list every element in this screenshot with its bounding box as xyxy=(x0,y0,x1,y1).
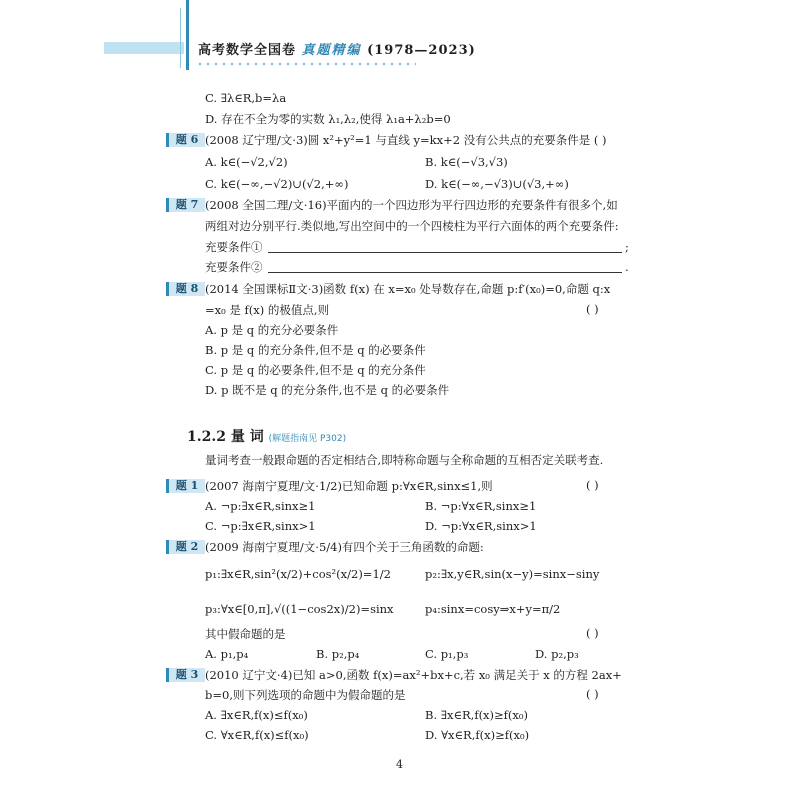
q7-condition-2: 充要条件② xyxy=(205,260,263,274)
question-tag-7: 题 7 xyxy=(166,198,205,212)
s2-prop-p4: p₄:sinx=cosy⇒x+y=π/2 xyxy=(425,602,561,616)
header-rule xyxy=(186,0,189,70)
q7-condition-1: 充要条件① xyxy=(205,240,263,254)
header-rule-light xyxy=(180,8,181,68)
s3-line-2: b=0,则下列选项的命题中为假命题的是 xyxy=(205,688,406,702)
s1-option-c: C. ¬p:∃x∈R,sinx>1 xyxy=(205,519,316,533)
section-intro: 量词考查一般跟命题的否定相结合,即特称命题与全称命题的互相否定关联考查. xyxy=(205,453,604,467)
q8-option-c: C. p 是 q 的必要条件,但不是 q 的充分条件 xyxy=(205,363,426,377)
s2-option-d: D. p₂,p₃ xyxy=(535,647,579,661)
s2-prop-p3: p₃:∀x∈[0,π],√((1−cos2x)/2)=sinx xyxy=(205,602,394,616)
q8-option-d: D. p 既不是 q 的充分条件,也不是 q 的必要条件 xyxy=(205,383,450,397)
s3-answer-paren: ( ) xyxy=(586,687,599,701)
section-title-text: 1.2.2 量 词 xyxy=(187,429,264,445)
section-title xyxy=(187,426,346,446)
s2-option-b: B. p₂,p₄ xyxy=(316,647,360,661)
question-tag-s2: 题 2 xyxy=(166,540,205,554)
q7-condition-1-end: ; xyxy=(625,240,629,254)
s2-prop-p2: p₂:∃x,y∈R,sin(x−y)=sinx−siny xyxy=(425,567,600,581)
s1-answer-paren: ( ) xyxy=(586,478,599,492)
section-ref-link[interactable]: (解题指南见 P302) xyxy=(268,434,347,444)
q7-line-1: (2008 全国二理/文·16)平面内的一个四边形为平行四边形的充要条件有很多个,如 xyxy=(205,198,618,212)
header-dots xyxy=(196,62,416,66)
s2-option-c: C. p₁,p₃ xyxy=(425,647,469,661)
s1-option-a: A. ¬p:∃x∈R,sinx≥1 xyxy=(205,499,316,513)
q8-line-1: (2014 全国课标Ⅱ文·3)函数 f(x) 在 x=x₀ 处导数存在,命题 p:f′(x₀)=0,命题 q:x xyxy=(205,282,611,296)
s2-prop-p1: p₁:∃x∈R,sin²(x/2)+cos²(x/2)=1/2 xyxy=(205,567,391,581)
s3-option-b: B. ∃x∈R,f(x)≥f(x₀) xyxy=(425,708,528,722)
q6-option-c: C. k∈(−∞,−√2)∪(√2,+∞) xyxy=(205,177,349,191)
q6-option-a: A. k∈(−√2,√2) xyxy=(205,155,288,169)
q8-line-2: =x₀ 是 f(x) 的极值点,则 xyxy=(205,303,330,317)
header-band xyxy=(104,42,184,54)
book-title-emph: 真题精编 xyxy=(301,43,362,58)
page-number: 4 xyxy=(396,758,403,771)
prev-option-d: D. 存在不全为零的实数 λ₁,λ₂,使得 λ₁a+λ₂b=0 xyxy=(205,112,451,126)
q6-option-d: D. k∈(−∞,−√3)∪(√3,+∞) xyxy=(425,177,569,191)
q8-option-a: A. p 是 q 的充分必要条件 xyxy=(205,323,339,337)
s1-stem: (2007 海南宁夏理/文·1/2)已知命题 p:∀x∈R,sinx≤1,则 xyxy=(205,479,493,493)
s3-option-d: D. ∀x∈R,f(x)≥f(x₀) xyxy=(425,728,530,742)
q8-option-b: B. p 是 q 的充分条件,但不是 q 的必要条件 xyxy=(205,343,426,357)
s2-ask: 其中假命题的是 xyxy=(205,627,286,641)
s2-answer-paren: ( ) xyxy=(586,626,599,640)
book-title xyxy=(198,39,476,58)
s3-option-c: C. ∀x∈R,f(x)≤f(x₀) xyxy=(205,728,309,742)
q8-answer-paren: ( ) xyxy=(586,302,599,316)
s2-option-a: A. p₁,p₄ xyxy=(205,647,249,661)
s2-stem: (2009 海南宁夏理/文·5/4)有四个关于三角函数的命题: xyxy=(205,540,484,554)
book-title-years: (1978—2023) xyxy=(367,43,476,58)
q7-blank-1[interactable] xyxy=(268,252,622,253)
q7-blank-2[interactable] xyxy=(268,272,622,273)
s3-option-a: A. ∃x∈R,f(x)≤f(x₀) xyxy=(205,708,308,722)
q6-stem: (2008 辽宁理/文·3)圆 x²+y²=1 与直线 y=kx+2 没有公共点的充要条件是 ( ) xyxy=(205,133,607,147)
q7-line-2: 两组对边分别平行.类似地,写出空间中的一个四棱柱为平行六面体的两个充要条件: xyxy=(205,219,619,233)
question-tag-s3: 题 3 xyxy=(166,668,205,682)
question-tag-s1: 题 1 xyxy=(166,479,205,493)
s1-option-d: D. ¬p:∀x∈R,sinx>1 xyxy=(425,519,537,533)
q7-condition-2-end: . xyxy=(625,260,629,274)
question-tag-6: 题 6 xyxy=(166,133,205,147)
s1-option-b: B. ¬p:∀x∈R,sinx≥1 xyxy=(425,499,537,513)
question-tag-8: 题 8 xyxy=(166,282,205,296)
s3-line-1: (2010 辽宁文·4)已知 a>0,函数 f(x)=ax²+bx+c,若 x₀ 满足关于 x 的方程 2ax+ xyxy=(205,668,622,682)
book-title-pre: 高考数学全国卷 xyxy=(198,43,297,58)
prev-option-c: C. ∃λ∈R,b=λa xyxy=(205,91,287,105)
q6-option-b: B. k∈(−√3,√3) xyxy=(425,155,508,169)
